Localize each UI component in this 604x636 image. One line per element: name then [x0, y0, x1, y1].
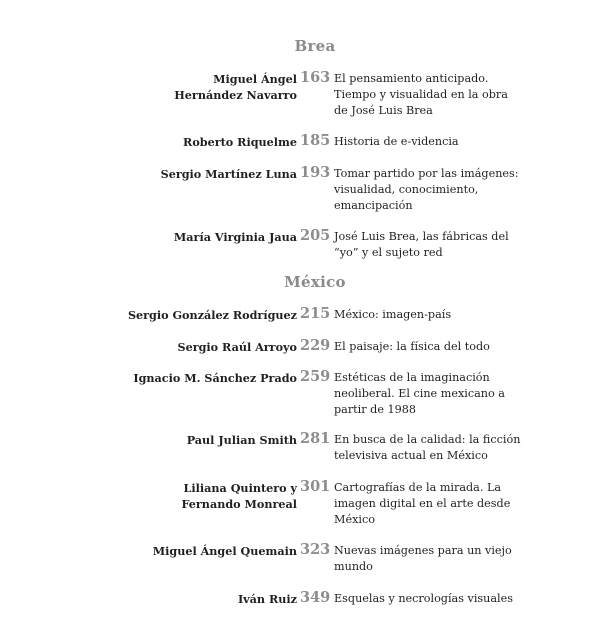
entry-author: María Virginia Jaua [173, 230, 297, 244]
entry-page-number: 259 [300, 368, 331, 385]
entry-author: Sergio Martínez Luna [160, 167, 297, 181]
entry-page-number: 229 [300, 337, 331, 354]
entry-page-number: 349 [300, 589, 331, 606]
section-title-brea: Brea [294, 37, 336, 55]
entry-page-number: 163 [300, 69, 331, 86]
entry-author: Miguel Ángel Quemain [152, 544, 297, 558]
entry-author: Sergio González Rodríguez [127, 308, 297, 322]
entry-title: Historia de e-videncia [334, 135, 459, 148]
entry-title: Esquelas y necrologías visuales [334, 592, 513, 605]
entry-author: Miguel Ángel Hernández Navarro [174, 72, 297, 102]
entry-author: Paul Julian Smith [186, 433, 297, 447]
entry-author: Ignacio M. Sánchez Prado [133, 371, 297, 385]
entry-page-number: 301 [300, 478, 331, 495]
entry-page-number: 193 [300, 164, 331, 181]
entry-page-number: 281 [300, 430, 331, 447]
entry-page-number: 185 [300, 132, 331, 149]
entry-title: El pensamiento anticipado. Tiempo y visualidad en la obra de José Luis Brea [334, 72, 508, 117]
entry-title: Cartografías de la mirada. La imagen digital en el arte desde México [334, 481, 511, 526]
entry-author: Sergio Raúl Arroyo [177, 340, 297, 354]
entry-title: El paisaje: la física del todo [334, 340, 490, 353]
entry-title: Tomar partido por las imágenes: visualidad, conocimiento, emancipación [334, 167, 519, 212]
entry-title: Nuevas imágenes para un viejo mundo [334, 544, 512, 573]
entry-page-number: 205 [300, 227, 331, 244]
entry-title: José Luis Brea, las fábricas del “yo” y el sujeto red [334, 230, 509, 259]
entry-title: México: imagen-país [334, 308, 452, 321]
entry-author: Roberto Riquelme [183, 135, 297, 149]
entry-author: Liliana Quintero y Fernando Monreal [181, 481, 297, 511]
entry-page-number: 323 [300, 541, 331, 558]
entry-author: Iván Ruiz [237, 592, 297, 606]
entry-title: Estéticas de la imaginación neoliberal. El cine mexicano a partir de 1988 [334, 371, 505, 416]
entry-title: En busca de la calidad: la ficción televisiva actual en México [334, 433, 521, 462]
section-title-mexico: México [284, 273, 346, 291]
entry-page-number: 215 [300, 305, 331, 322]
